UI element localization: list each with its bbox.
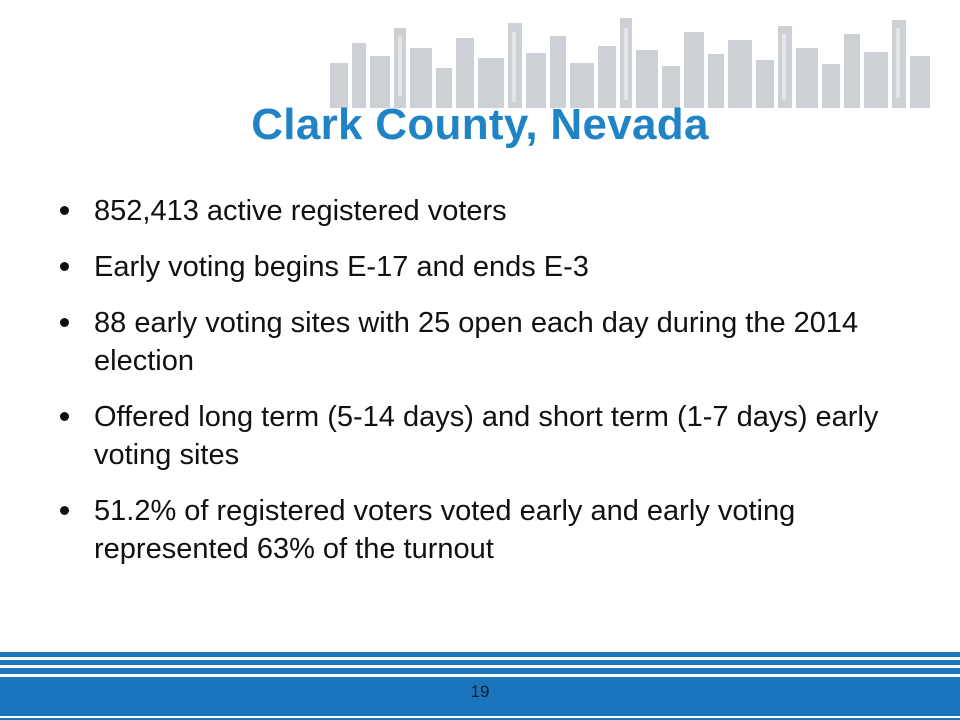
footer-stripe bbox=[0, 652, 960, 657]
bullet-item bbox=[58, 398, 908, 474]
bullet-text: 88 early voting sites with 25 open each day during the 2014 election bbox=[94, 307, 859, 377]
bullet-text: 51.2% of registered voters voted early and early voting represented 63% of the turnout bbox=[94, 495, 796, 565]
bullet-item bbox=[58, 492, 908, 568]
bullet-text: 852,413 active registered voters bbox=[94, 195, 507, 227]
city-skyline-graphic bbox=[330, 8, 930, 108]
bullet-item bbox=[58, 248, 908, 286]
footer-stripe bbox=[0, 668, 960, 674]
page-number: 19 bbox=[470, 682, 490, 701]
bullet-text: Offered long term (5-14 days) and short term (1-7 days) early voting sites bbox=[94, 401, 879, 471]
bullet-item bbox=[58, 192, 908, 230]
slide-title: Clark County, Nevada bbox=[251, 100, 709, 149]
bullet-dot-icon bbox=[60, 412, 69, 421]
bullet-dot-icon bbox=[60, 206, 69, 215]
footer-band bbox=[0, 652, 960, 720]
bullet-dot-icon bbox=[60, 506, 69, 515]
bullet-item bbox=[58, 304, 908, 380]
bullet-dot-icon bbox=[60, 318, 69, 327]
bullet-dot-icon bbox=[60, 262, 69, 271]
bullet-text: Early voting begins E-17 and ends E-3 bbox=[94, 251, 589, 283]
footer-stripe bbox=[0, 660, 960, 665]
bullet-list bbox=[58, 192, 908, 586]
